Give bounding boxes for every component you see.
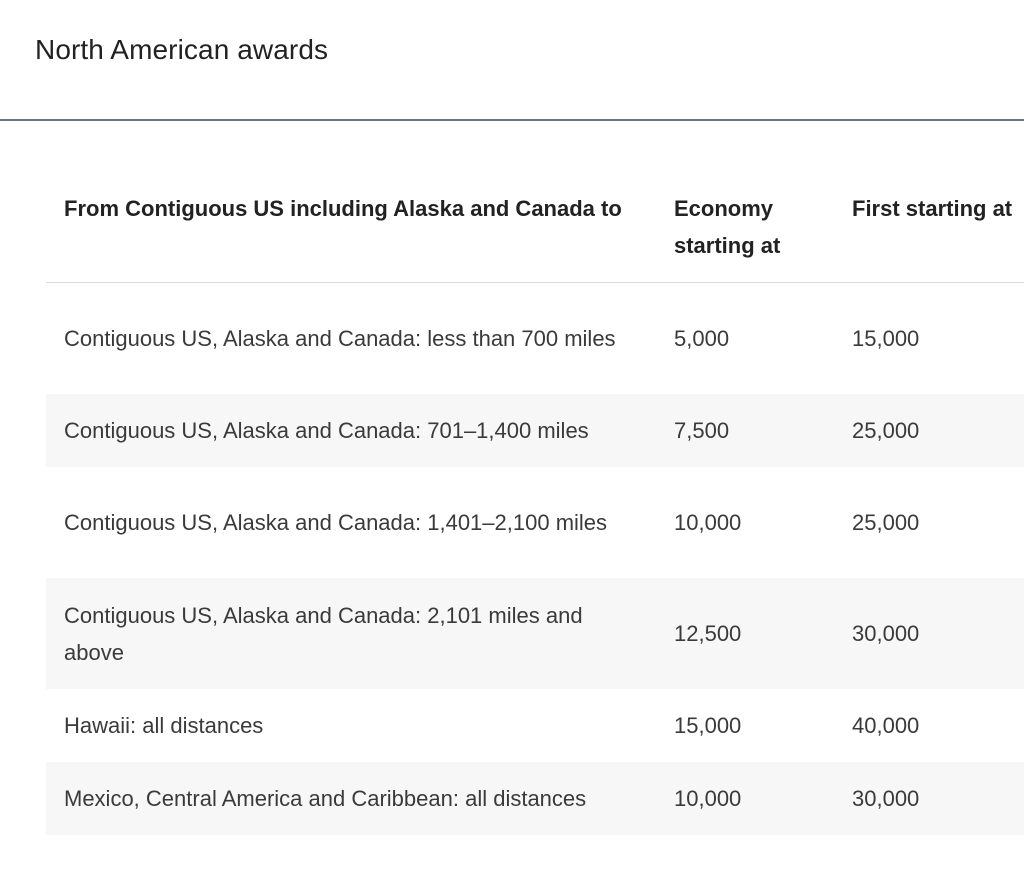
header-destination: From Contiguous US including Alaska and Canada to [46, 170, 656, 283]
header-first: First starting at [834, 170, 1024, 283]
row-destination: Mexico, Central America and Caribbean: all distances [46, 762, 656, 835]
table-row [46, 467, 1024, 578]
row-destination: Contiguous US, Alaska and Canada: 1,401–2,100 miles [64, 510, 608, 535]
section-header [0, 0, 1024, 121]
award-table [46, 170, 1024, 835]
award-table-header [46, 170, 1024, 283]
row-first-miles: 30,000 [834, 578, 1024, 689]
row-economy-miles: 15,000 [674, 713, 742, 738]
row-economy-miles: 10,000 [674, 510, 742, 535]
row-first-miles: 25,000 [834, 394, 1024, 467]
table-row [46, 689, 1024, 762]
row-economy-miles: 5,000 [674, 326, 730, 351]
table-row [46, 762, 1024, 835]
row-first-miles: 25,000 [852, 510, 920, 535]
row-first-miles: 30,000 [834, 762, 1024, 835]
section-title: North American awards [35, 34, 329, 65]
table-row [46, 283, 1024, 395]
row-economy-miles: 7,500 [656, 394, 834, 467]
table-row [46, 578, 1024, 689]
award-table-container [46, 170, 1024, 835]
row-first-miles: 15,000 [852, 326, 920, 351]
row-first-miles: 40,000 [852, 713, 920, 738]
row-economy-miles: 10,000 [656, 762, 834, 835]
row-destination: Contiguous US, Alaska and Canada: less than 700 miles [64, 326, 616, 351]
row-destination: Contiguous US, Alaska and Canada: 2,101 miles and above [46, 578, 656, 689]
award-table-body [46, 283, 1024, 836]
header-row [46, 170, 1024, 283]
header-economy: Economy starting at [656, 170, 834, 283]
row-destination: Contiguous US, Alaska and Canada: 701–1,400 miles [46, 394, 656, 467]
row-destination: Hawaii: all distances [64, 713, 264, 738]
row-economy-miles: 12,500 [656, 578, 834, 689]
table-row [46, 394, 1024, 467]
